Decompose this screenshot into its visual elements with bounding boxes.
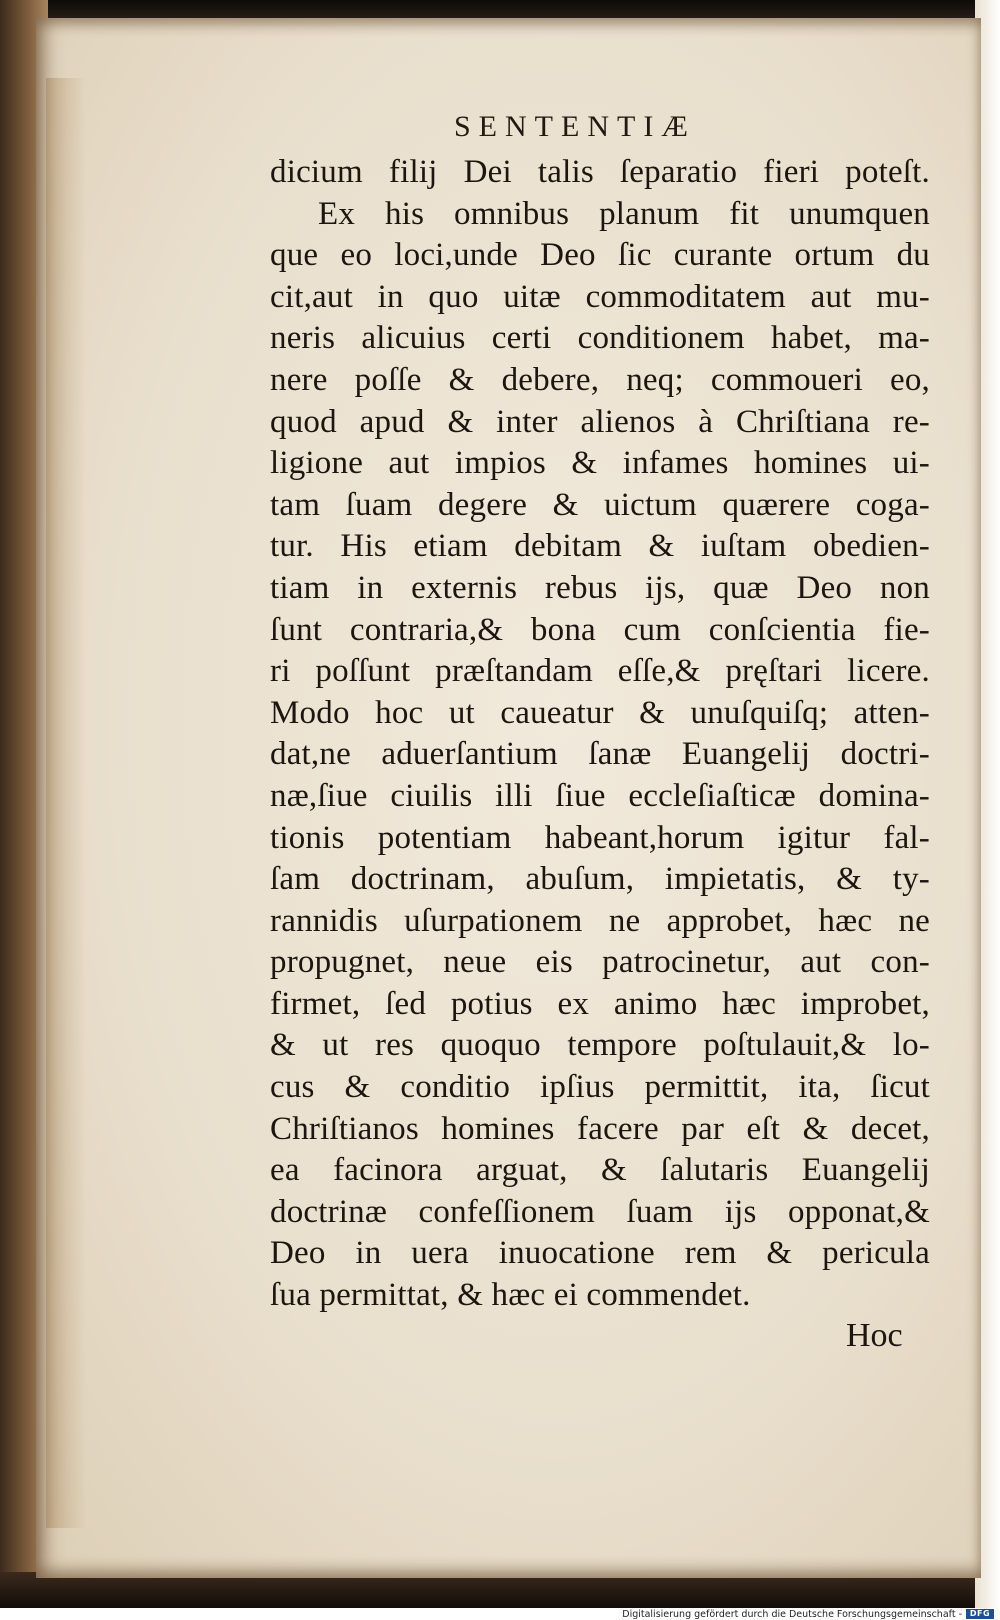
text-line: næ,ſiue ciuilis illi ſiue eccleſiaſticæ domina- [270, 777, 930, 814]
catchword: Hoc [846, 1317, 903, 1354]
text-line: tam ſuam degere & uictum quærere coga- [270, 486, 930, 523]
text-line: tiam in externis rebus ijs, quæ Deo non [270, 569, 930, 606]
text-line: tur. His etiam debitam & iuſtam obedien- [270, 528, 930, 565]
text-line: ſunt contraria,& bona cum conſcientia fie- [270, 611, 930, 648]
digitization-credit: Digitalisierung gefördert durch die Deutsche Forschungsgemeinschaft - [622, 1609, 962, 1620]
text-line: dicium filij Dei talis ſeparatio fieri poteſt. [270, 154, 930, 190]
running-head: SENTENTIÆ [454, 110, 696, 143]
text-line: ea facinora arguat, & ſalutaris Euangelij [270, 1152, 930, 1189]
text-line: Ex his omnibus planum fit unumquen [318, 195, 930, 232]
text-line: que eo loci,unde Deo ſic curante ortum du [270, 237, 930, 274]
text-line: ligione aut impios & infames homines ui- [270, 445, 930, 482]
text-line: ſam doctrinam, abuſum, impietatis, & ty- [270, 861, 930, 898]
text-line: quod apud & inter alienos à Chriſtiana re- [270, 403, 930, 440]
text-line: propugnet, neue eis patrocinetur, aut con- [270, 944, 930, 981]
text-line: & ut res quoquo tempore poſtulauit,& lo- [270, 1027, 930, 1064]
text-line: ſua permittat, & hæc ei commendet. [270, 1277, 751, 1314]
text-line: firmet, ſed potius ex animo hæc improbet, [270, 985, 930, 1022]
text-line: Chriſtianos homines facere par eſt & decet, [270, 1110, 930, 1147]
dfg-logo: DFG [966, 1609, 994, 1619]
text-line: tionis potentiam habeant,horum igitur fal- [270, 819, 930, 856]
text-line: Deo in uera inuocatione rem & pericula [270, 1235, 930, 1272]
text-line: ri poſſunt præſtandam eſſe,& pręſtari licere. [270, 653, 930, 690]
text-line: doctrinæ confeſſionem ſuam ijs opponat,& [270, 1193, 930, 1230]
text-line: cit,aut in quo uitæ commoditatem aut mu- [270, 278, 930, 315]
body-text [270, 152, 930, 1317]
text-line: rannidis uſurpationem ne approbet, hæc ne [270, 902, 930, 939]
text-line: Modo hoc ut caueatur & unuſquiſq; atten- [270, 694, 930, 731]
text-line: cus & conditio ipſius permittit, ita, ſicut [270, 1069, 930, 1106]
page-gutter-stain [46, 78, 86, 1528]
text-line: dat,ne aduerſantium ſanæ Euangelij doctri- [270, 736, 930, 773]
text-line: nere poſſe & debere, neq; commoueri eo, [270, 361, 930, 398]
text-line: neris alicuius certi conditionem habet, ma- [270, 320, 930, 357]
